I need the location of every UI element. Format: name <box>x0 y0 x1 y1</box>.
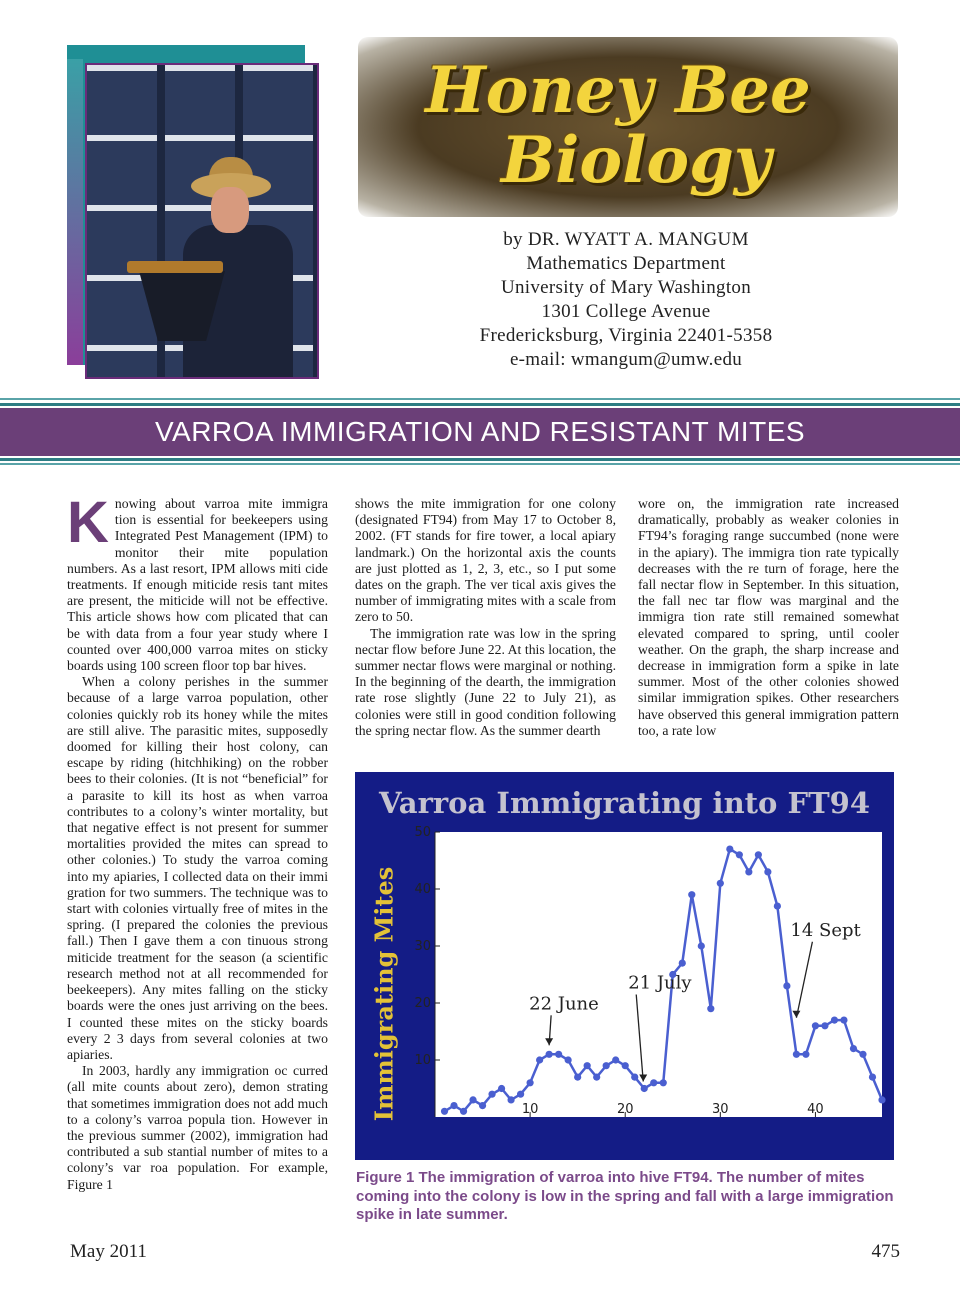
y-tick-label: 20 <box>414 996 431 1011</box>
data-point <box>612 1056 619 1063</box>
article-column-2 <box>355 496 616 739</box>
footer-date: May 2011 <box>70 1241 147 1262</box>
column-banner <box>358 37 898 217</box>
x-tick-label: 40 <box>807 1102 824 1117</box>
data-point <box>764 868 771 875</box>
data-point <box>698 942 705 949</box>
data-point <box>726 846 733 853</box>
x-tick-label: 30 <box>712 1102 729 1117</box>
data-point <box>565 1056 572 1063</box>
data-point <box>812 1022 819 1029</box>
banner-title-line1: Honey Bee <box>425 53 811 128</box>
data-point <box>859 1051 866 1058</box>
data-point <box>517 1091 524 1098</box>
author-city: Fredericksburg, Virginia 22401-5358 <box>479 325 773 346</box>
data-point <box>774 903 781 910</box>
author-university: University of Mary Washington <box>500 277 752 298</box>
article-column-3 <box>638 496 899 739</box>
data-point <box>574 1074 581 1081</box>
title-rule-bottom-1 <box>0 458 960 461</box>
immigration-line-chart <box>355 772 894 1160</box>
data-point <box>450 1102 457 1109</box>
drop-cap: K <box>67 490 109 555</box>
data-point <box>460 1108 467 1115</box>
figure-caption: Figure 1 The immigration of varroa into hive FT94. The number of mites coming into the colony is low in the spring and fall with a large immigration spike in late summer. <box>356 1169 894 1223</box>
data-point <box>507 1096 514 1103</box>
data-point <box>850 1045 857 1052</box>
y-tick-label: 50 <box>414 825 431 840</box>
data-point <box>527 1079 534 1086</box>
data-point <box>755 851 762 858</box>
data-point <box>707 1005 714 1012</box>
x-tick-label: 10 <box>521 1102 539 1117</box>
article-title: VARROA IMMIGRATION AND RESISTANT MITES <box>154 416 806 447</box>
paragraph: The immigration rate was low in the spring nectar flow before June 22. At this location, the summer nectar flows were marginal or nothing. In the beginning of the dearth, the immigration rate rose slightly (June 22 to July 21), as colonies were still in good condition following the spring nectar flow. As the summer dearth <box>355 625 616 738</box>
data-point <box>441 1108 448 1115</box>
article-column-1 <box>67 490 328 1193</box>
data-point <box>650 1079 657 1086</box>
author-photo <box>67 45 323 383</box>
data-point <box>679 960 686 967</box>
data-point <box>584 1062 591 1069</box>
data-point <box>555 1051 562 1058</box>
data-point <box>736 851 743 858</box>
y-tick-label: 10 <box>414 1053 431 1068</box>
data-point <box>793 1051 800 1058</box>
data-point <box>869 1074 876 1081</box>
paragraph: In 2003, hardly any immigration oc curred (all mite counts about zero), demon strating that sometimes immigration does not add much to a colony’s varroa popula tion. However in the previous summer (2002), immigration had contributed a sub stantial number of mites to a colony’s var roa population. For example, Figure 1 <box>67 1063 328 1192</box>
data-point <box>536 1056 543 1063</box>
author-department: Mathematics Department <box>526 253 726 274</box>
chart-title: Varroa Immigrating into FT94 <box>378 786 871 820</box>
paragraph: wore on, the immigration rate increased dramatically, probably as weaker colonies in FT94’s foraging range succumbed (none were in the apiary). The immigra tion rate typically decreases with the re turn of forage, here the fall nectar flow in September. In this situation, the fall nec tar flow was marginal and the immigra tion rate still remained somewhat elevated compared to spring, until cooler weather. On the graph, the sharp increase and decrease in immigration form a spike in late summer. Most of the other colonies showed similar immigration spikes. Other researchers have observed this general immigration pattern too, a rate low <box>638 496 899 738</box>
data-point <box>641 1085 648 1092</box>
data-point <box>878 1096 885 1103</box>
chart-ylabel: Immigrating Mites <box>369 866 399 1122</box>
x-tick-label: 20 <box>616 1102 634 1117</box>
data-point <box>488 1091 495 1098</box>
data-point <box>831 1017 838 1024</box>
data-point <box>479 1102 486 1109</box>
data-point <box>546 1051 553 1058</box>
title-rule-bottom-2 <box>0 463 960 465</box>
data-point <box>631 1074 638 1081</box>
data-point <box>840 1017 847 1024</box>
data-point <box>593 1074 600 1081</box>
data-point <box>783 982 790 989</box>
y-tick-label: 30 <box>414 939 431 954</box>
data-point <box>821 1022 828 1029</box>
annotation-label: 22 June <box>529 993 599 1015</box>
data-point <box>717 880 724 887</box>
data-point <box>660 1079 667 1086</box>
annotation-label: 14 Sept <box>790 919 861 941</box>
paragraph: shows the mite immigration for one colony (designated FT94) from May 17 to October 8, 2002. (FT stands for fire tower, a local apiary landmark.) On the horizontal axis the counts are just plotted as 1, 2, 3, etc., so I put some dates on the graph. The ver tical axis gives the number of immigrating mites with a scale from zero to 50. <box>355 496 616 625</box>
author-block <box>448 228 804 372</box>
title-rule-top-2 <box>0 403 960 406</box>
page-number: 475 <box>871 1241 900 1262</box>
author-street: 1301 College Avenue <box>541 301 711 322</box>
paragraph: nowing about varroa mite immigra tion is essential for beekeepers using Integrated Pest Management (IPM) to monitor their mite population numbers. As a last resort, IPM allows miti cide treatments. If enough miticide resis tant mites are present, the miticide will not be effective. This article shows how com plicated that can be with data from a four year study where I counted over 400,000 varroa mites on sticky boards using 100 screen floor top bar hives. <box>67 496 328 674</box>
data-point <box>745 868 752 875</box>
author-byline: by DR. WYATT A. MANGUM <box>503 229 749 250</box>
data-point <box>802 1051 809 1058</box>
author-email: e-mail: wmangum@umw.edu <box>509 349 743 370</box>
banner-title-line2: Biology <box>500 123 772 198</box>
y-tick-label: 40 <box>414 882 431 897</box>
data-point <box>469 1096 476 1103</box>
title-rule-top-1 <box>0 398 960 400</box>
paragraph: When a colony perishes in the summer because of a large varroa population, other colonies quickly rob its honey while the mites are still alive. The parasitic mites, supposedly doomed for killing their host colony, can escape by riding (hitchhiking) on the robber bees to their colonies. (It is not “beneficial” for a parasite to kill its host as when varroa contributes to a colony’s winter mortality, but that negative effect is not present for summer mortalities provided the mites can spread to other colonies.) To study the varroa coming into my apiaries, I collected data on their immi gration for two summers. The technique was to start with colonies virtually free of mites in the spring. (I prepared the colonies the previous fall.) Then I gave them a con tinuous strong miticide treatment for the season (a scientific research method not at all recommended for beekeepers). Any mites falling on the sticky boards were the ones just arriving on the bees. I counted these mites on the sticky boards every 2 3 days from several colonies at two apiaries. <box>67 674 328 1062</box>
data-point <box>622 1062 629 1069</box>
data-point <box>603 1062 610 1069</box>
annotation-label: 21 July <box>628 972 692 994</box>
figure-1 <box>355 772 894 1160</box>
data-point <box>688 891 695 898</box>
data-point <box>498 1085 505 1092</box>
